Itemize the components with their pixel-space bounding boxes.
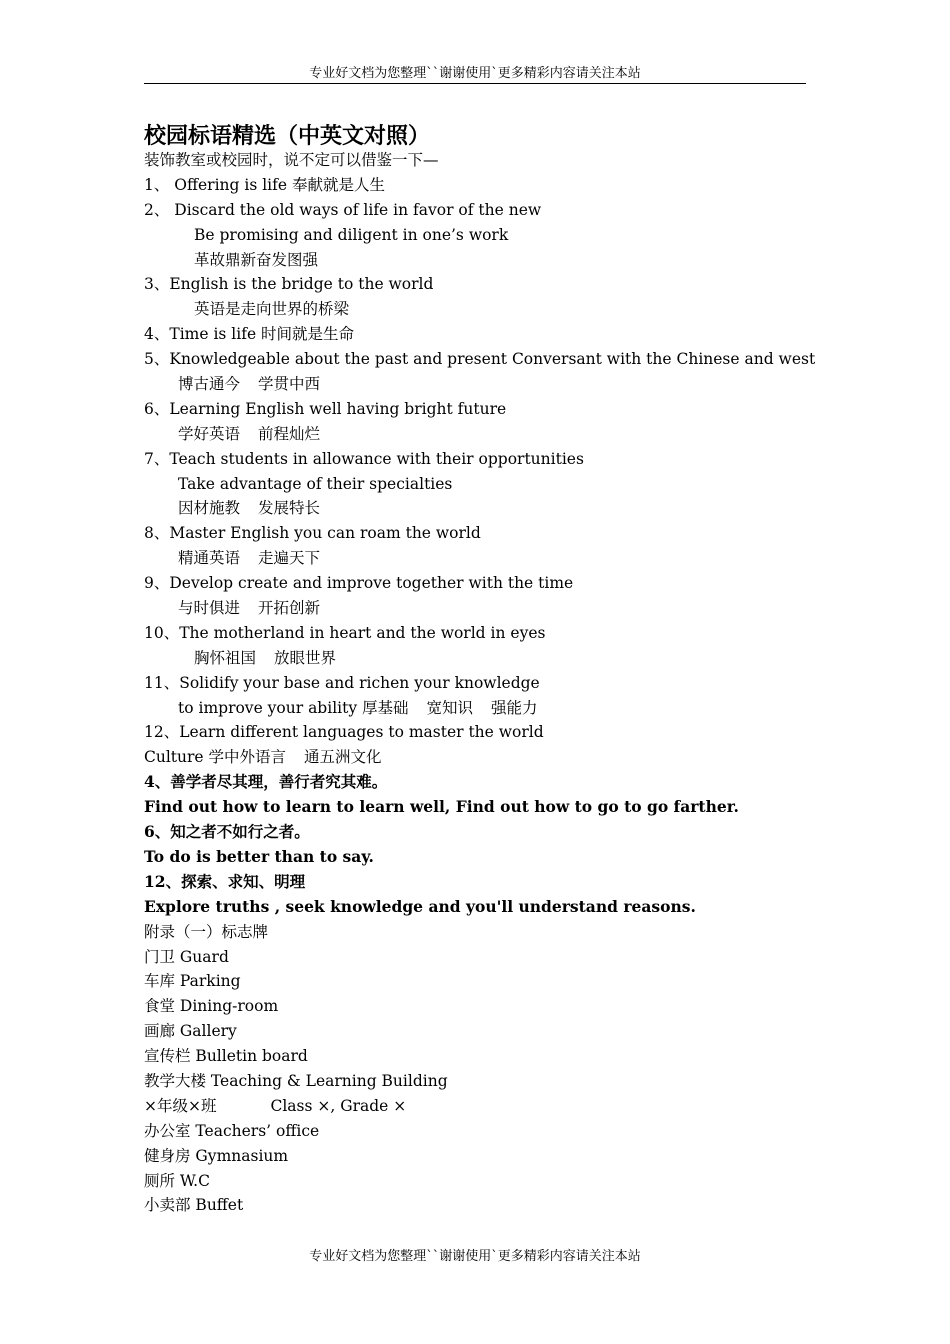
slogan-9-zh-b: 开拓创新 <box>258 599 321 618</box>
slogan-6-en: 6、Learning English well having bright future <box>144 399 507 418</box>
sign-item: 教学大楼 Teaching & Learning Building <box>144 1071 448 1090</box>
sign-item: 小卖部 Buffet <box>144 1196 244 1215</box>
slogan-5-zh <box>144 372 824 397</box>
slogan-6-zh <box>144 422 824 447</box>
slogan-9-en: 9、Develop create and improve together with the time <box>144 574 574 593</box>
document-title: 校园标语精选（中英文对照） <box>144 123 431 149</box>
sign-item: 宣传栏 Bulletin board <box>144 1047 308 1066</box>
sign-item: 门卫 Guard <box>144 947 229 966</box>
slogan-12-en-2: Culture 学中外语言 <box>144 748 287 767</box>
slogan-7-zh-b: 发展特长 <box>258 499 321 518</box>
slogan-9-zh <box>144 596 824 621</box>
slogan-5-zh-b: 学贯中西 <box>258 375 321 394</box>
slogan-8-zh-a: 精通英语 <box>178 549 241 568</box>
slogan-8-en: 8、Master English you can roam the world <box>144 524 481 543</box>
quote-4-en: Find out how to learn to learn well, Find out how to go to go farther. <box>144 797 739 817</box>
slogan-7-en-2: Take advantage of their specialties <box>178 474 453 493</box>
slogan-5-zh-a: 博古通今 <box>178 375 241 394</box>
sign-item: 食堂 Dining-room <box>144 997 279 1016</box>
slogan-11-zh-c: 强能力 <box>491 698 538 717</box>
slogan-7-zh <box>144 496 824 521</box>
quote-6-en: To do is better than to say. <box>144 846 374 866</box>
class-zh: ×年级×班 <box>144 1096 217 1115</box>
slogan-3-zh: 英语是走向世界的桥梁 <box>194 300 350 319</box>
sign-item: 车库 Parking <box>144 972 241 991</box>
document-body <box>144 148 824 1218</box>
slogan-10-en: 10、The motherland in heart and the world in eyes <box>144 623 546 642</box>
intro-line: 装饰教室或校园时，说不定可以借鉴一下— <box>144 151 439 169</box>
slogan-3-en: 3、English is the bridge to the world <box>144 275 434 294</box>
quote-4-zh: 4、善学者尽其理，善行者究其难。 <box>144 772 388 792</box>
class-en: Class ×, Grade × <box>270 1096 407 1115</box>
slogan-8-zh <box>144 546 824 571</box>
slogan-7-en: 7、Teach students in allowance with their opportunities <box>144 449 584 468</box>
slogan-7-zh-a: 因材施教 <box>178 499 241 518</box>
page-footer: 专业好文档为您整理``谢谢使用`更多精彩内容请关注本站 <box>309 1249 641 1264</box>
slogan-2-zh: 革故鼎新奋发图强 <box>194 250 319 269</box>
slogan-10-zh-b: 放眼世界 <box>274 648 337 667</box>
slogan-5-en: 5、Knowledgeable about the past and present Conversant with the Chinese and west <box>144 350 816 369</box>
sign-item: 健身房 Gymnasium <box>144 1146 289 1165</box>
slogan-2-en: 2、 Discard the old ways of life in favor of the new <box>144 200 542 219</box>
slogan-11-zh-b: 宽知识 <box>426 698 474 717</box>
header-rule <box>144 83 806 84</box>
slogan-1: 1、 Offering is life 奉献就是人生 <box>144 175 385 194</box>
slogan-12-en: 12、Learn different languages to master the world <box>144 723 544 742</box>
slogan-12-zh-b: 通五洲文化 <box>304 748 382 767</box>
slogan-10-zh <box>144 646 824 671</box>
sign-item: 画廊 Gallery <box>144 1022 237 1041</box>
slogan-2-en-2: Be promising and diligent in one’s work <box>194 225 509 244</box>
slogan-4: 4、Time is life 时间就是生命 <box>144 325 355 344</box>
page-header: 专业好文档为您整理``谢谢使用`更多精彩内容请关注本站 <box>309 66 641 81</box>
quote-6-zh: 6、知之者不如行之者。 <box>144 822 310 842</box>
appendix-heading: 附录（一）标志牌 <box>144 922 269 941</box>
quote-12-zh: 12、探索、求知、明理 <box>144 871 306 891</box>
sign-item: 厕所 W.C <box>144 1171 210 1190</box>
sign-item-class <box>144 1094 824 1119</box>
slogan-11-line-2 <box>144 696 824 721</box>
slogan-12-line-2 <box>144 745 824 770</box>
sign-item: 办公室 Teachers’ office <box>144 1121 320 1140</box>
slogan-10-zh-a: 胸怀祖国 <box>194 648 257 667</box>
slogan-11-en: 11、Solidify your base and richen your knowledge <box>144 673 540 692</box>
slogan-6-zh-a: 学好英语 <box>178 424 241 443</box>
quote-12-en: Explore truths , seek knowledge and you'll understand reasons. <box>144 896 696 916</box>
slogan-11-en-2: to improve your ability 厚基础 <box>178 698 409 717</box>
slogan-9-zh-a: 与时俱进 <box>178 599 241 618</box>
slogan-8-zh-b: 走遍天下 <box>258 549 321 568</box>
slogan-6-zh-b: 前程灿烂 <box>258 424 321 443</box>
